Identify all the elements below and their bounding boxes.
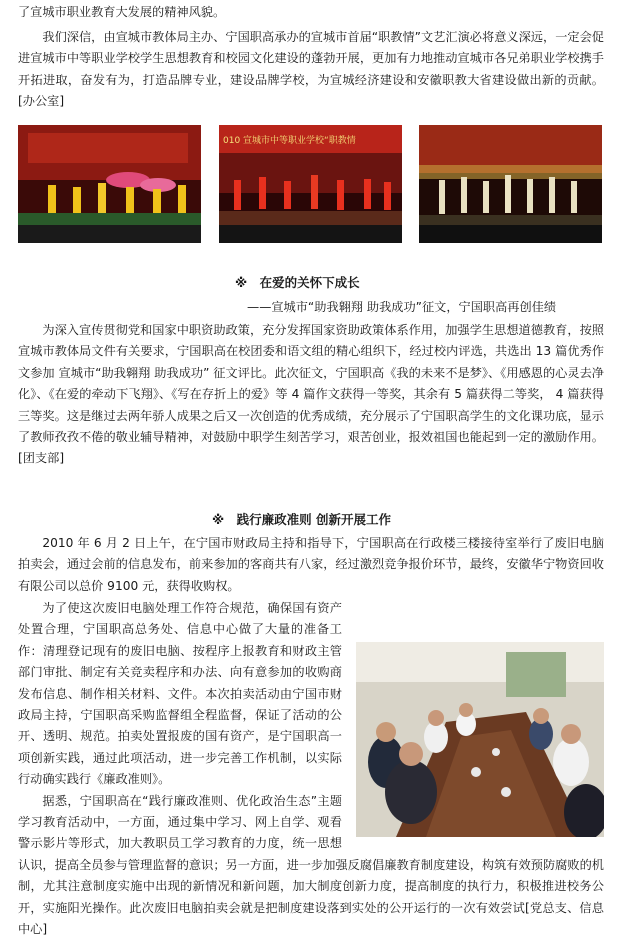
performance-photo-2: [219, 125, 402, 243]
section2-wrap-block: [18, 598, 604, 941]
intro-line: 了宣城市职业教育大发展的精神风貌。: [18, 5, 226, 19]
section-heading-integrity: ※ 践行廉政准则 创新开展工作: [212, 512, 392, 527]
meeting-photo: [356, 642, 604, 837]
section2-paragraph-1: 2010 年 6 月 2 日上午，在宁国市财政局主持和指导下，宁国职高在行政楼三楼接待室举行了废旧电脑拍卖会，通过会前的信息发布，前来参加的客商共有八家，经过激烈竞争报价环节，最终，安徽华宁物资回收有限公司以总价 9100 元，获得收购权。: [18, 536, 604, 593]
performance-photo-1: [18, 125, 201, 243]
section2-paragraph-2: 为了使这次废旧电脑处理工作符合规范，确保国有资产处置合理，宁国职高总务处、信息中心做了大量的准备工作：清理登记现有的废旧电脑、按程序上报教育和财政主管部门审批、制定有关竞卖程序和办法、向有意参加的收购商发布信息、制作相关材料、文件。本次拍卖活动由宁国市财政局主持，宁国职高采购监督组全程监督，保证了活动的公开、透明、规范。拍卖处置报废的国有资产，是宁国职高一项创新实践，通过此项活动，进一步完善工作机制，以实际行动确实践行《廉政准则》。: [18, 601, 342, 787]
section1-body: 为深入宣传贯彻党和国家中职资助政策，充分发挥国家资助政策体系作用，加强学生思想道德教育，按照宣城市教体局文件有关要求，宁国职高在校团委和语文组的精心组织下，经过校内评选，共选出 13 篇优秀作文参加 宣城市“助我翱翔 助我成功” 征文评比。此次征文，宁国职高《我的未来不是梦》、《用感恩的心灵去净化》、《在爱的牵动下飞翔》、《写在存折上的爱》等 4 篇作文获得一等奖，其余有 5 篇获得二等奖， 4 篇获得三等奖。这是继过去两年骄人成果之后又一次创造的优秀成绩，充分展示了宁国职高学生的文化课功底，显示了教师孜孜不倦的敬业辅导精神，对鼓励中职学生刻苦学习，艰苦创业，报效祖国也能起到一定的激励作用。[团支部]: [18, 323, 604, 466]
section2-paragraph-3: 据悉，宁国职高在“践行廉政准则、优化政治生态”主题学习教育活动中，一方面，通过集中学习、网上自学、观看警示影片等形式，加大教职员工学习教育的力度，统一思想认识，提高全员参与管理监督的意识；另一方面，进一步加强反腐倡廉教育制度建设，构筑有效预防腐败的机制，尤其注意制度实施中出现的新情况和新问题，加大制度创新力度，提高制度的执行力，积极推进校务公开，实施阳光操作。此次废旧电脑拍卖会就是把制度建设落到实处的公开运行的一次有效尝试[党总支、信息中心]: [18, 793, 604, 937]
section-byline: ——宣城市“助我翱翔 助我成功”征文，宁国职高再创佳绩: [247, 300, 557, 314]
performance-photo-3: [419, 125, 602, 243]
stage-banner-text: 010 宣城市中等职业学校“职教情: [223, 136, 356, 146]
intro-paragraph: 我们深信，由宣城市教体局主办、宁国职高承办的宣城市首届“职教情”文艺汇演必将意义深远，一定会促进宣城市中等职业学校学生思想教育和校园文化建设的蓬勃开展，更加有力地推动宣城市各兄弟职业学校携手开拓进取，奋发有为，打造品牌专业，建设品牌学校，为宣城经济建设和安徽职教大省建设做出新的贡献。[办公室]: [18, 30, 604, 109]
section-heading-growth: ※ 在爱的关怀下成长: [235, 275, 360, 290]
